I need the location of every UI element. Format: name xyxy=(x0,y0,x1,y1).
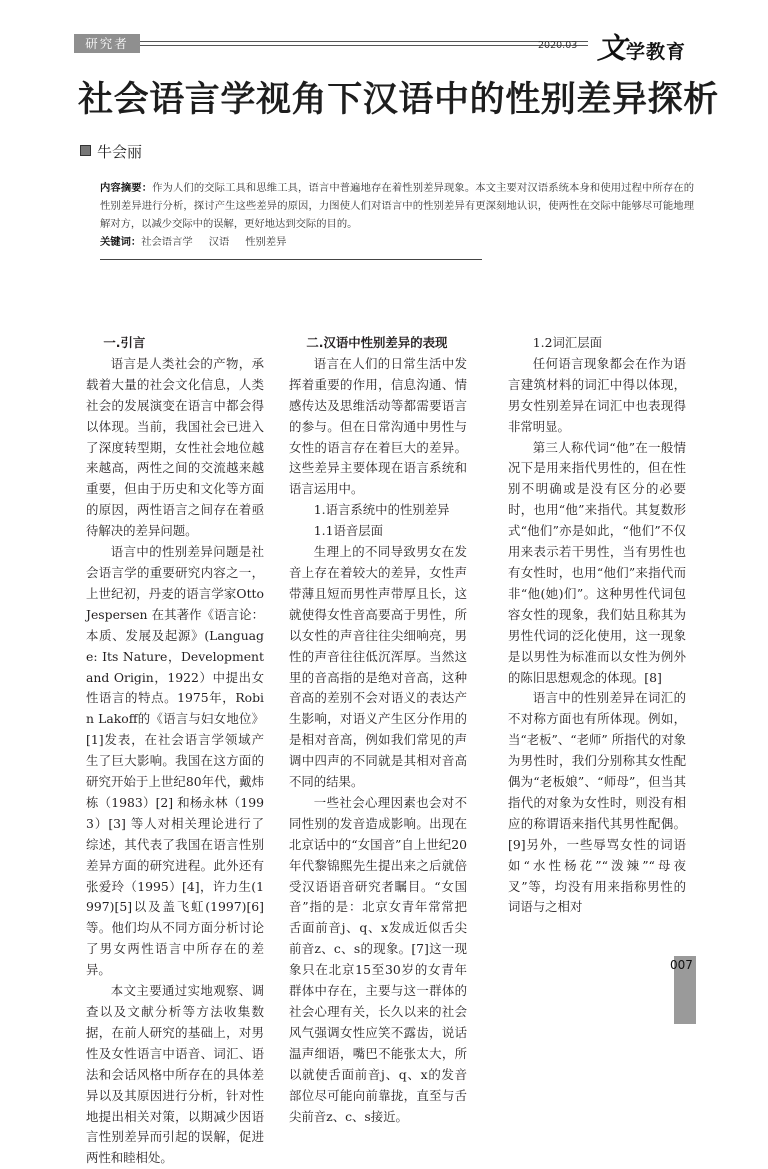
header-rule xyxy=(140,41,588,42)
author-bullet-icon xyxy=(80,145,91,156)
abstract-text: 作为人们的交际工具和思维工具，语言中普遍地存在着性别差异现象。本文主要对汉语系统本身和使用过程中所存在的性别差异进行分析，探讨产生这些差异的原因，力图使人们对语言中的性别差异有更深刻地认识，使两性在交际中能够尽可能地理解对方，以减少交际中的误解，更好地达到交际的目的。 xyxy=(100,182,695,230)
issue-date: 2020.03 xyxy=(538,40,578,51)
section-heading-2: 二.汉语中性别差异的表现 xyxy=(306,335,448,350)
body-paragraph: 本文主要通过实地观察、调查以及文献分析等方法收集数据，在前人研究的基础上，对男性及女性语言中语音、词汇、语法和会话风格中所存在的具体差异以及其原因进行分析，针对性地提出相关对策，以期减少因语言性别差异而引起的误解，促进两性和睦相处。 xyxy=(86,983,264,1166)
article-title: 社会语言学视角下汉语中的性别差异探析 xyxy=(78,80,719,120)
body-paragraph: 生理上的不同导致男女在发音上存在着较大的差异，女性声带薄且短而男性声带厚且长，这就使得女性音高要高于男性，所以女性的声音往往尖细响亮，男性的声音往往低沉浑厚。当然这里的音高指的是绝对音高，这种音高的差别不会对语义的表达产生影响，对语义产生区分作用的是相对音高，例如我们常见的声调中四声的不同就是其相对音高不同的结果。 xyxy=(289,544,467,790)
body-paragraph: 语言在人们的日常生活中发挥着重要的作用，信息沟通、情感传达及思维活动等都需要语言的参与。但在日常沟通中男性与女性的语言存在着巨大的差异。这些差异主要体现在语言系统和语言运用中。 xyxy=(289,355,467,497)
author-line xyxy=(80,141,142,162)
abstract-divider xyxy=(100,259,482,260)
journal-masthead xyxy=(597,26,686,67)
body-paragraph: 任何语言现象都会在作为语言建筑材料的词汇中得以体现，男女性别差异在词汇中也表现得非常明显。 xyxy=(508,355,686,434)
abstract-label: 内容摘要： xyxy=(100,182,153,194)
body-column-3 xyxy=(508,333,686,918)
body-paragraph: 语言中的性别差异问题是社会语言学的重要研究内容之一，上世纪初，丹麦的语言学家Otto Jespersen 在其著作《语言论：本质、发展及起源》(Language: Its Nature，Development and Origin，1922）中提出女性语言的特点。1975年，Robin Lakoff的《语言与妇女地位》[1]发表，在社会语言学领域产生了巨大影响。我国在这方面的研究开始于上世纪80年代，戴炜栋（1983）[2] 和杨永林（1993）[3] 等人对相关理论进行了综述，其代表了我国在语言性别差异方面的研究进程。此外还有张爱玲（1995）[4]，许力生(1997)[5]以及盖飞虹(1997)[6]等。他们均从不同方面分析讨论了男女两性语言中所存在的差异。 xyxy=(86,544,264,978)
body-column-1 xyxy=(86,333,264,1169)
page-number: 007 xyxy=(670,958,693,972)
body-paragraph: 语言中的性别差异在词汇的不对称方面也有所体现。例如，当“老板”、“老师” 所指代的对象为男性时，我们分别称其女性配偶为“老板娘”、“师母”，但当其指代的对象为女性时，则没有相应的称谓语来指代其男性配偶。[9]另外，一些辱骂女性的词语如“水性杨花”“泼辣”“母夜叉”等，均没有用来指称男性的词语与之相对 xyxy=(508,690,686,915)
subsection-heading-1: 1.语言系统中的性别差异 xyxy=(313,502,450,518)
masthead-logo-char: 文 xyxy=(597,31,627,65)
keywords-label: 关键词： xyxy=(100,236,142,248)
body-paragraph: 语言是人类社会的产物，承载着大量的社会文化信息，人类社会的发展演变在语言中都会得以体现。当前，我国社会已进入了深度转型期，女性社会地位越来越高，两性之间的交流越来越重要，但由于历史和文化等方面的原因，两性语言之间存在着亟待解决的差异问题。 xyxy=(86,355,264,539)
body-paragraph: 第三人称代词“他”在一般情况下是用来指代男性的，但在性别不明确或是没有区分的必要时，也用“他”来指代。其复数形式“他们”亦是如此，“他们”不仅用来表示若干男性，当有男性也有女性时，也用“他们”来指代而非“他(她)们”。这种男性代词包容女性的现象，我们姑且称其为男性代词的泛化使用，这一现象是以男性为标准而以女性为例外的陈旧思想观念的体现。[8] xyxy=(508,439,686,685)
body-column-2 xyxy=(289,333,467,1127)
section-badge: 研究者 xyxy=(74,34,140,53)
body-paragraph: 一些社会心理因素也会对不同性别的发音造成影响。出现在北京话中的“女国音”自上世纪20年代黎锦熙先生提出来之后就倍受汉语语音研究者瞩目。“女国音”指的是：北京女青年常常把舌面前音j、q、x发成近似舌尖前音z、c、s的现象。[7]这一现象只在北京15至30岁的女青年群体中存在，主要与这一群体的社会心理有关，长久以来的社会风气强调女性应笑不露齿，说话温声细语，嘴巴不能张太大，所以就使舌面前音j、q、x的发音部位尽可能向前靠拢，直至与舌尖前音z、c、s接近。 xyxy=(289,794,467,1124)
keyword-item: 性别差异 xyxy=(245,236,287,248)
subsection-heading-1-1: 1.1语音层面 xyxy=(313,523,384,539)
keyword-item: 汉语 xyxy=(208,236,230,248)
keyword-item: 社会语言学 xyxy=(141,236,193,248)
masthead-name: 学教育 xyxy=(626,41,687,63)
header-rule-thin xyxy=(140,45,588,46)
subsection-heading-1-2: 1.2词汇层面 xyxy=(532,335,603,350)
section-heading-intro: 一.引言 xyxy=(103,335,146,350)
author-name: 牛会丽 xyxy=(97,143,143,161)
abstract xyxy=(100,180,694,233)
keywords xyxy=(100,233,302,248)
